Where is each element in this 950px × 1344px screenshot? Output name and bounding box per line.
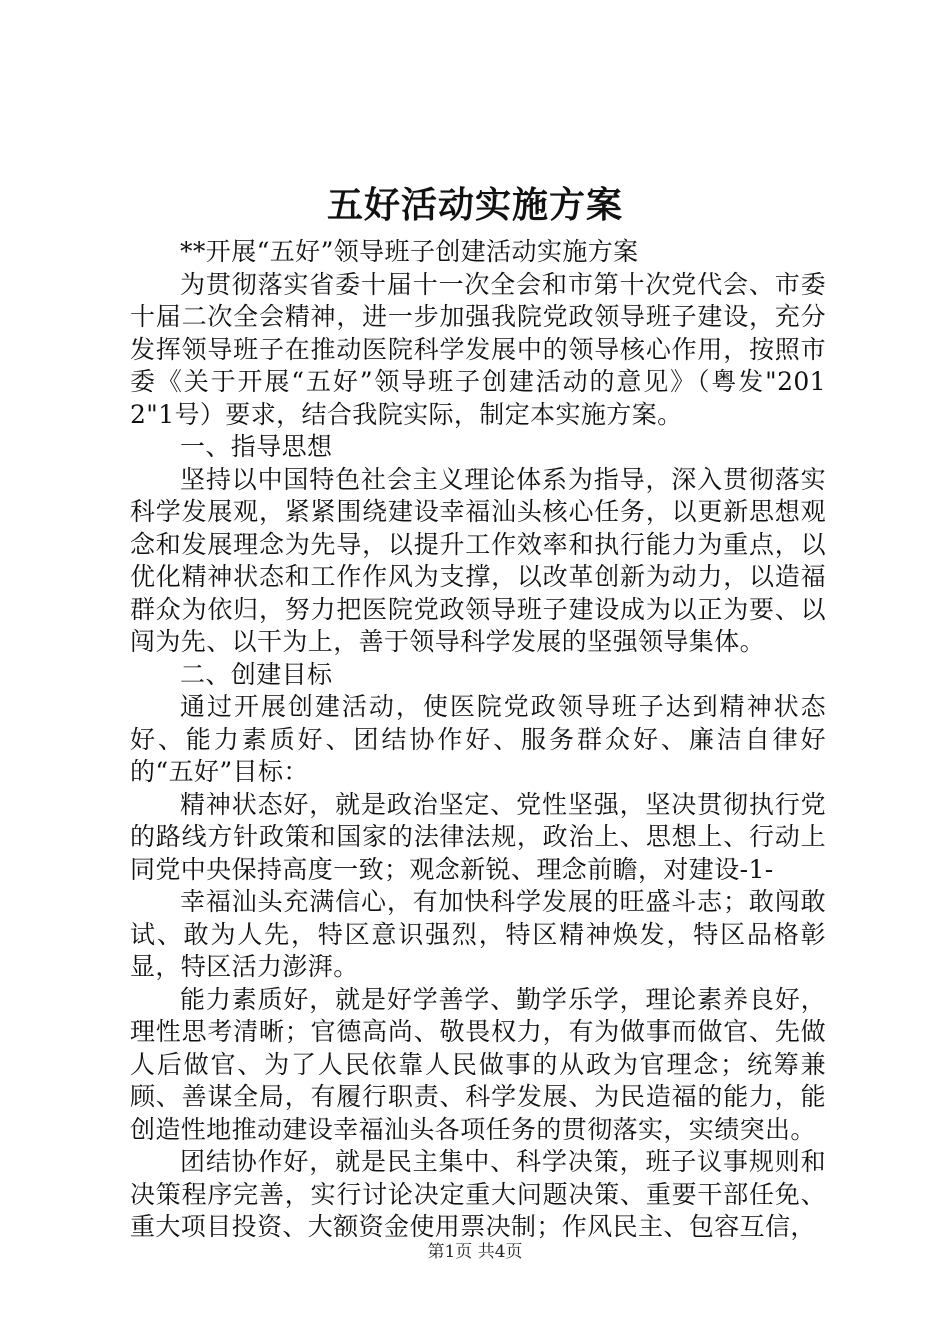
paragraph-goals: 通过开展创建活动，使医院党政领导班子达到精神状态好、能力素质好、团结协作好、服务群众好、廉洁自律好的“五好”目标： xyxy=(130,692,826,786)
section-heading-guiding-thought: 一、指导思想 xyxy=(180,432,333,461)
paragraph-spirit: 精神状态好，就是政治坚定、党性坚强，坚决贯彻执行党的路线方针政策和国家的法律法规，政治上、思想上、行动上同党中央保持高度一致；观念新锐、理念前瞻，对建设-1- xyxy=(130,789,826,884)
paragraph-intro: 为贯彻落实省委十届十一次全会和市第十次党代会、市委十届二次全会精神，进一步加强我院党政领导班子建设，充分发挥领导班子在推动医院科学发展中的领导核心作用，按照市委《关于开展“五好”领导班子创建活动的意见》（粤发"2012"1号）要求，结合我院实际，制定本实施方案。 xyxy=(130,269,826,429)
document-title: 五好活动实施方案 xyxy=(326,184,623,226)
paragraph-ability: 能力素质好，就是好学善学、勤学乐学，理论素养良好，理性思考清晰；官德高尚、敬畏权力，有为做事而做官、先做人后做官、为了人民依靠人民做事的从政为官理念；统筹兼顾、善谋全局，有履行职责、科学发展、为民造福的能力，能创造性地推动建设幸福汕头各项任务的贯彻落实，实绩突出。 xyxy=(130,984,826,1144)
paragraph-guiding-thought: 坚持以中国特色社会主义理论体系为指导，深入贯彻落实科学发展观，紧紧围绕建设幸福汕头核心任务，以更新思想观念和发展理念为先导，以提升工作效率和执行能力为重点，以优化精神状态和工作作风为支撑，以改革创新为动力，以造福群众为依归，努力把医院党政领导班子建设成为以正为要、以闯为先、以干为上，善于领导科学发展的坚强领导集体。 xyxy=(130,464,826,656)
section-heading-goals: 二、创建目标 xyxy=(180,659,333,689)
paragraph-spirit-continued: 幸福汕头充满信心，有加快科学发展的旺盛斗志；敢闯敢试、敢为人先，特区意识强烈，特区精神焕发，特区品格彰显，特区活力澎湃。 xyxy=(130,887,826,981)
document-body xyxy=(130,236,826,1244)
document-subtitle: **开展“五好”领导班子创建活动实施方案 xyxy=(180,237,639,266)
page-footer: 第1页 共4页 xyxy=(427,1242,523,1262)
paragraph-unity: 团结协作好，就是民主集中、科学决策，班子议事规则和决策程序完善，实行讨论决定重大问题决策、重要干部任免、重大项目投资、大额资金使用票决制；作风民主、包容互信， xyxy=(130,1147,826,1241)
